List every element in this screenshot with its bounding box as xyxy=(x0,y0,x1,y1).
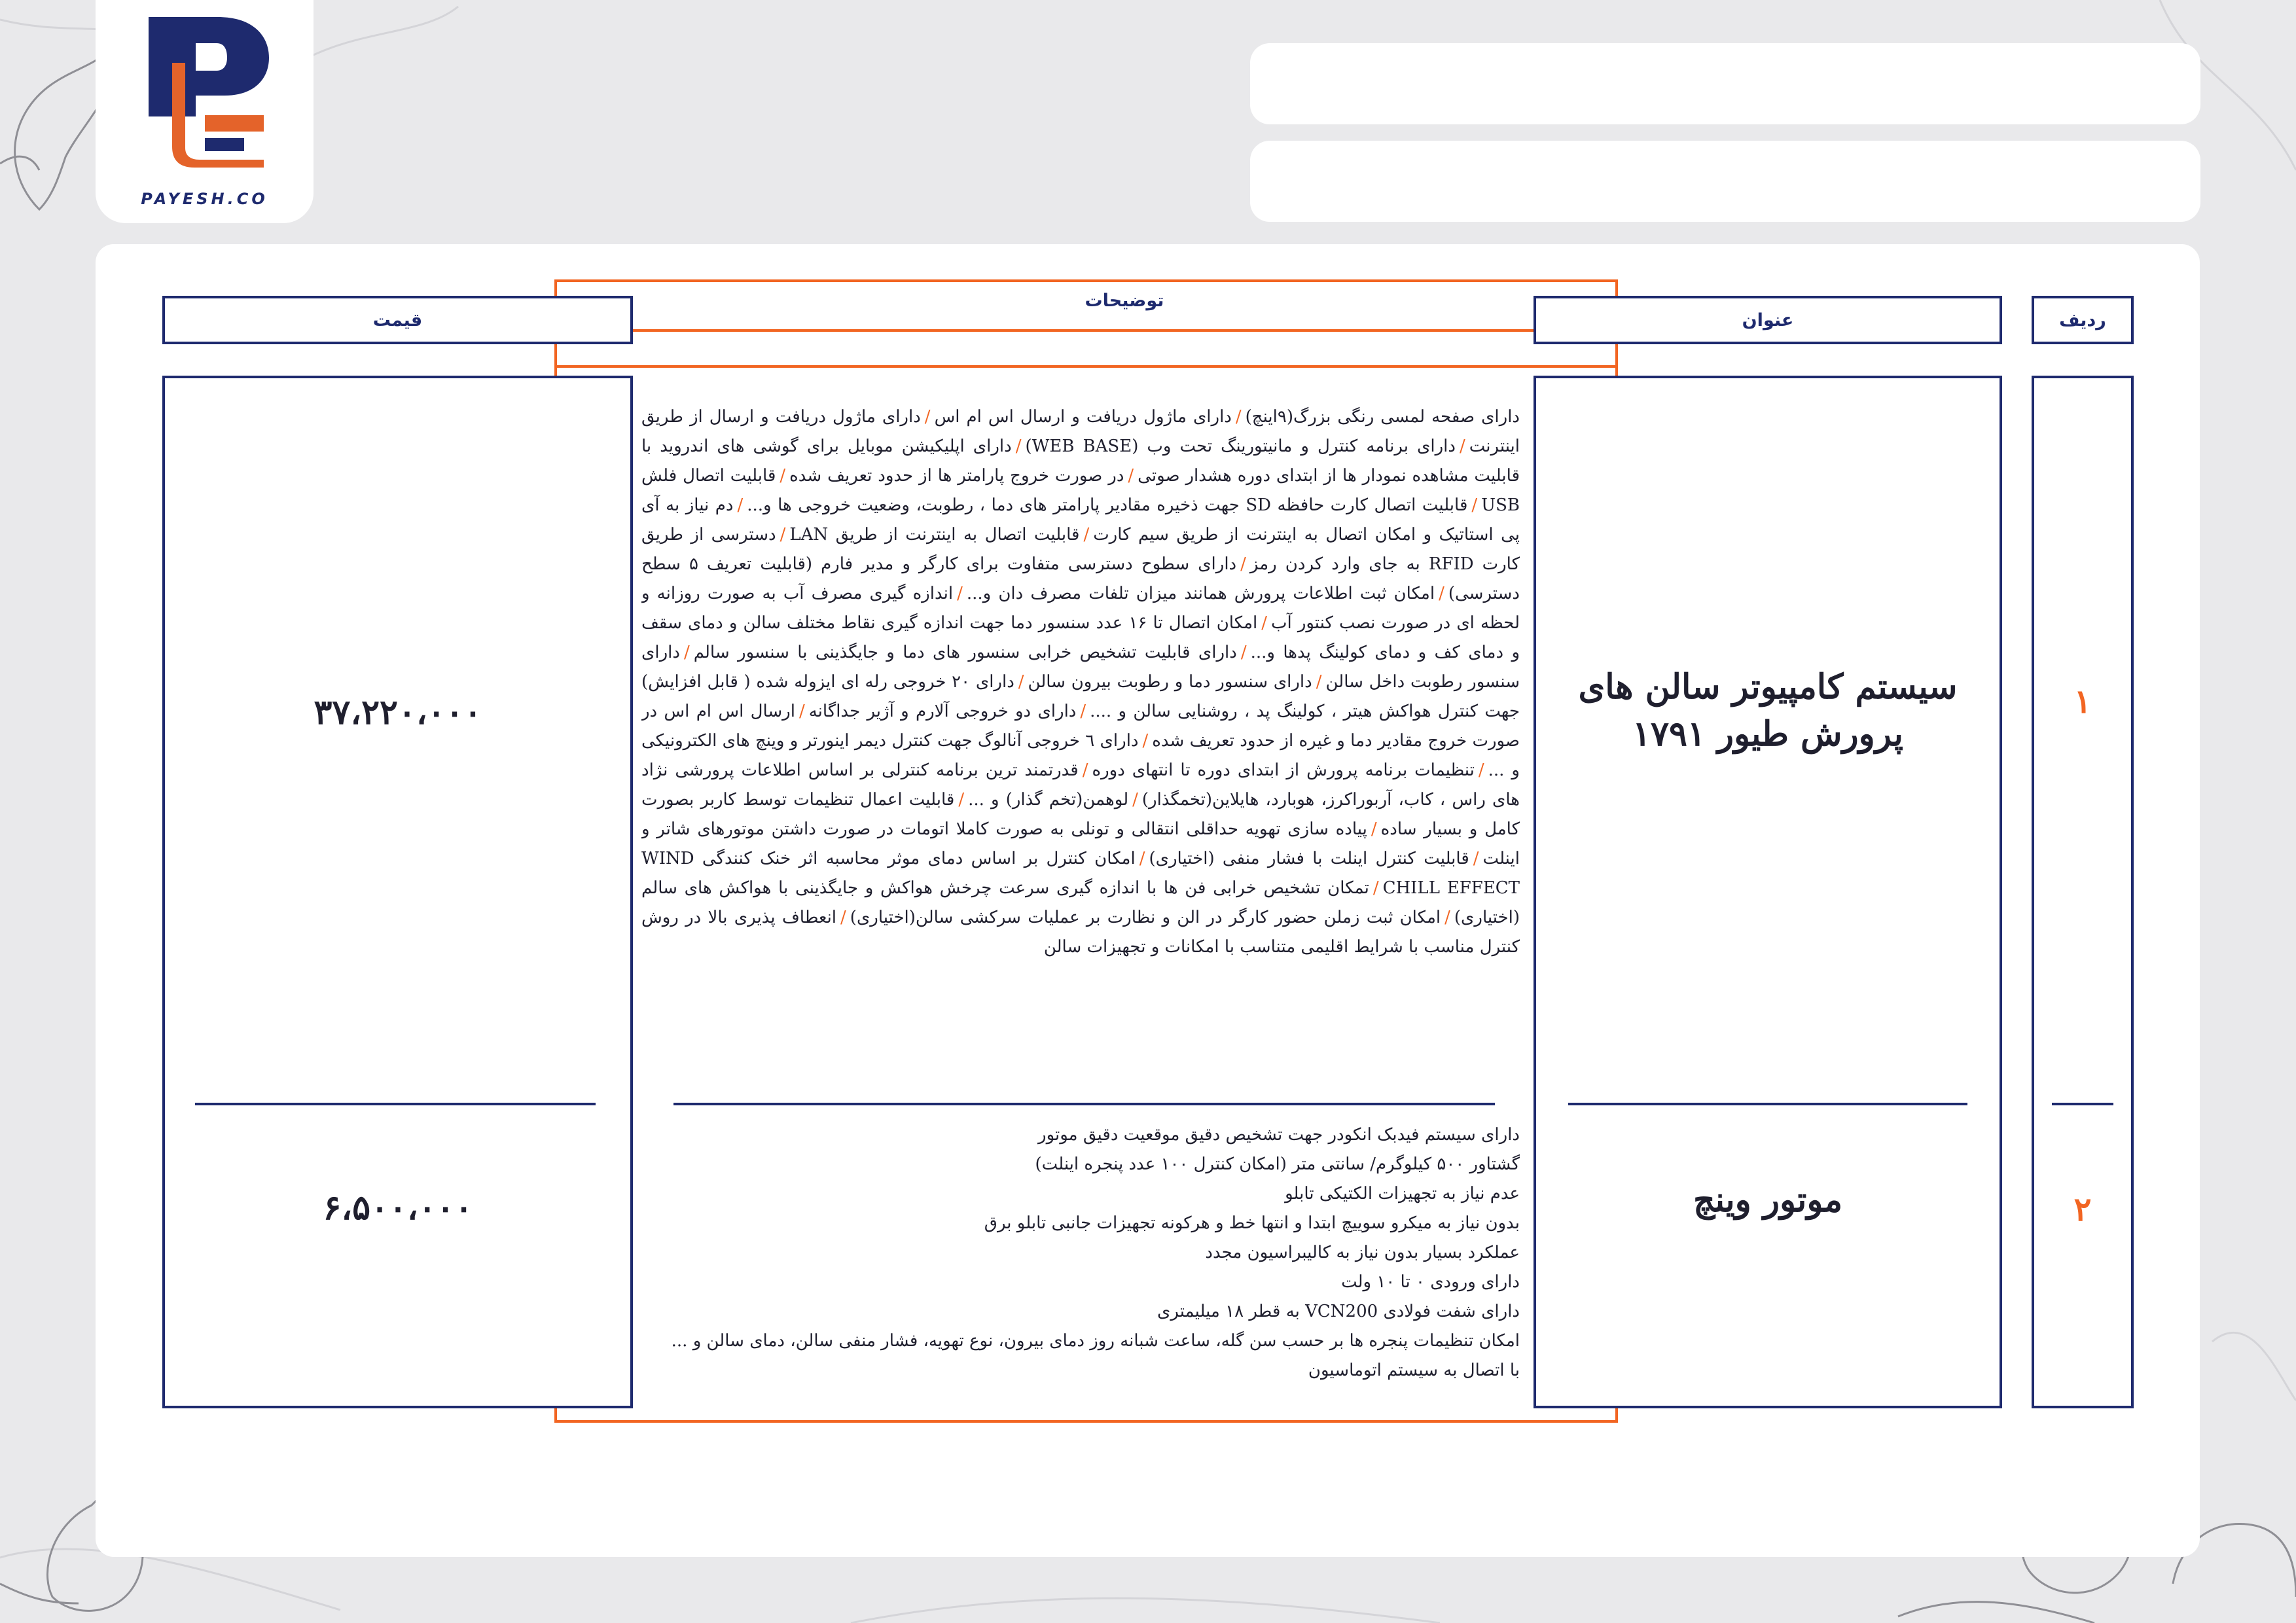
feature-item: دارای صفحه لمسی رنگی بزرگ(۹اینچ) xyxy=(1245,407,1520,427)
feature-item: انعطاف پذیری بالا در روش کنترل مناسب با شرایط اقلیمی متناسب با امکانات و تجهیزات سالن xyxy=(641,908,1520,957)
title-column xyxy=(1534,376,2002,1408)
logo-text: PAYESH.CO xyxy=(141,190,268,208)
header-field-2 xyxy=(1250,141,2200,222)
row-separator xyxy=(1568,1103,1967,1105)
feature-separator: / xyxy=(958,790,965,810)
feature-separator: / xyxy=(1235,407,1242,427)
product-title: موتور وینچ xyxy=(1693,1180,1843,1220)
feature-item: قابلیت اتصال کارت حافظه SD جهت ذخیره مقادیر پارامتر های دما ، رطوبت، وضعیت خروجی ها و... xyxy=(747,495,1468,515)
product-description xyxy=(641,402,1520,1057)
feature-item: امکان ثبت اطلاعات پرورش همانند میزان تلفات مصرف دان و... xyxy=(966,584,1435,603)
feature-item: عدم نیاز به تجهیزات الکتیکی تابلو xyxy=(1285,1184,1520,1204)
feature-separator: / xyxy=(1142,731,1149,751)
feature-item: دارای ورودی ۰ تا ۱۰ ولت xyxy=(1341,1272,1520,1292)
header-row-number: ردیف xyxy=(2032,296,2134,344)
feature-separator: / xyxy=(780,466,786,486)
feature-separator: / xyxy=(957,584,963,603)
feature-item: در صورت خروج پارامتر ها از حدود تعریف شده xyxy=(789,466,1124,486)
feature-separator: / xyxy=(1240,643,1247,662)
feature-separator: / xyxy=(1371,819,1377,839)
feature-separator: / xyxy=(1139,849,1145,868)
row-separator xyxy=(195,1103,596,1105)
feature-separator: / xyxy=(1240,554,1246,574)
feature-item: دارای سطوح دسترسی متفاوت برای کارگر و مدیر فارم (قابلیت تعریف ۵ سطح دسترسی) xyxy=(641,554,1520,603)
feature-separator: / xyxy=(1082,760,1088,780)
feature-separator: / xyxy=(1471,495,1478,515)
feature-item: دارای ماژول دریافت و ارسال اس ام اس xyxy=(934,407,1232,427)
feature-separator: / xyxy=(1132,790,1138,810)
feature-item: قابلیت اعمال تنظیمات توسط کاربر بصورت کامل و بسیار ساده xyxy=(641,790,1520,839)
feature-separator: / xyxy=(840,908,846,927)
feature-item: دارای ٦ خروجی آنالوگ جهت کنترل دیمر اینورتر و وینچ های الکترونیکی و ... xyxy=(641,731,1520,780)
feature-item: دارای قابلیت تشخیص خرابی سنسور های دما و جایگذینی با سنسور سالم xyxy=(693,643,1237,662)
header-price: قیمت xyxy=(162,296,633,344)
feature-item: قدرتمند ترین برنامه کنترلی بر اساس اطلاعات پرورشی نژاد های راس ، کاب، آربوراکرز، هوبارد، هایلاین(تخمگذار) xyxy=(641,760,1520,810)
feature-item: تمکان تشخیص خرابی فن ها با اندازه گیری سرعت چرخش هواکش و جایگذینی با هواکش های سالم (اختیاری) xyxy=(641,878,1520,927)
feature-separator: / xyxy=(1083,525,1090,544)
feature-separator: / xyxy=(1439,584,1444,603)
feature-separator: / xyxy=(1473,849,1479,868)
header-title: عنوان xyxy=(1534,296,2002,344)
feature-separator: / xyxy=(1444,908,1450,927)
logo-card xyxy=(96,0,314,223)
feature-item: دارای دو خروجی آلارم و آژیر جداگانه xyxy=(808,702,1077,721)
feature-separator: / xyxy=(737,495,744,515)
feature-item: امکان کنترل بر اساس دمای موثر محاسبه اثر خنک کنندگی WIND CHILL EFFECT xyxy=(641,849,1520,898)
header-field-1 xyxy=(1250,43,2200,124)
feature-separator: / xyxy=(683,643,690,662)
feature-item: گشتاور ۵۰۰ کیلوگرم/ سانتی متر (امکان کنترل ۱۰۰ عدد پنجره اینلت) xyxy=(1035,1154,1520,1174)
feature-item: قابلیت کنترل اینلت با فشار منفی (اختیاری) xyxy=(1149,849,1469,868)
row-separator xyxy=(673,1103,1495,1105)
row-number: ۲ xyxy=(2073,1190,2092,1228)
feature-item: ارسال اس ام اس در صورت خروج مقادیر دما و غیره از حدود تعریف شده xyxy=(641,702,1520,751)
feature-separator: / xyxy=(1261,613,1267,633)
product-title: سیستم کامپیوتر سالن های پرورش طیور ۱۷۹۱ xyxy=(1578,667,1958,754)
header-description: توضیحات xyxy=(1085,291,1164,311)
feature-separator: / xyxy=(1478,760,1484,780)
product-price: ۶،۵۰۰،۰۰۰ xyxy=(323,1188,473,1228)
row-number-column xyxy=(2032,376,2134,1408)
feature-separator: / xyxy=(1018,672,1024,692)
price-column xyxy=(162,376,633,1408)
feature-item: پیاده سازی تهویه حداقلی انتقالی و تونلی به صورت کاملا اتومات در صورت داشتن موتورهای شاتر و اینلت xyxy=(641,819,1520,868)
feature-separator: / xyxy=(1080,702,1086,721)
feature-item: عملکرد بسیار بدون نیاز به کالیبراسیون مجدد xyxy=(1205,1243,1520,1262)
feature-item: اندازه گیری مصرف آب به صورت روزانه و لحظه ای در صورت نصب کنتور آب xyxy=(641,584,1520,633)
row-separator xyxy=(2052,1103,2113,1105)
feature-item: امکان تنظیمات پنجره ها بر حسب سن گله، ساعت شبانه روز دمای بیرون، نوع تهویه، فشار منفی سالن، دمای سالن و ... xyxy=(671,1331,1520,1351)
feature-item: دارای سنسور رطوبت داخل سالن xyxy=(641,643,1520,692)
feature-item: دارای ۲۰ خروجی رله ای ایزوله شده ( قابل افزایش) جهت کنترل هواکش هیتر ، کولینگ پد ، روشنایی سالن و .... xyxy=(641,672,1520,721)
feature-item: با اتصال به سیستم اتوماسیون xyxy=(1308,1361,1520,1380)
feature-item: دسترسی از طریق کارت RFID به جای وارد کردن رمز xyxy=(641,525,1520,574)
description-body-topline xyxy=(554,365,1618,368)
feature-separator: / xyxy=(798,702,805,721)
feature-item: دارای ماژول دریافت و ارسال از طریق اینترنت xyxy=(641,407,1520,456)
feature-item: تنظیمات برنامه پرورش از ابتدای دوره تا انتهای دوره xyxy=(1092,760,1475,780)
feature-item: دارای اپلیکیشن موبایل برای گوشی های اندروید با قابلیت مشاهده نمودار ها از ابتدای دوره هشدار صوتی xyxy=(641,437,1520,486)
feature-separator: / xyxy=(1128,466,1134,486)
feature-item: امکان ثبت زملن حضور کارگر در الن و نظارت بر عملیات سرکشی سالن(اختیاری) xyxy=(850,908,1441,927)
row-number: ۱ xyxy=(2073,682,2092,721)
feature-item: دارای سیستم فیدبک انکودر جهت تشخیص دقیق موقعیت دقیق موتور xyxy=(1038,1125,1520,1145)
feature-separator: / xyxy=(780,525,786,544)
feature-separator: / xyxy=(1015,437,1022,456)
feature-separator: / xyxy=(924,407,931,427)
feature-item: بدون نیاز به میکرو سوییچ ابتدا و انتها خط و هرکونه تجهیزات جانبی تابلو برق xyxy=(984,1213,1520,1233)
product-price: ۳۷،۲۲۰،۰۰۰ xyxy=(314,692,482,732)
feature-item: دم نیاز به آی پی استاتیک و امکان اتصال به اینترنت از طریق سیم کارت xyxy=(641,495,1520,544)
feature-item: امکان اتصال تا ۱۶ عدد سنسور دما جهت اندازه گیری نقاط مختلف سالن و دمای سقف و دمای کف و دمای کولینگ پدها و... xyxy=(641,613,1520,662)
feature-item: دارای برنامه کنترل و مانیتورینگ تحت وب (WEB BASE) xyxy=(1025,437,1456,456)
feature-separator: / xyxy=(1459,437,1465,456)
description-header-underline xyxy=(554,329,1618,332)
payesh-logo-icon xyxy=(139,17,270,168)
feature-item: دارای سنسور دما و رطوبت بیرون سالن xyxy=(1028,672,1312,692)
feature-separator: / xyxy=(1372,878,1379,898)
feature-item: قابلیت اتصال فلش USB xyxy=(641,466,1520,515)
product-description xyxy=(641,1120,1520,1385)
feature-item: لوهمن(تخم گذار) و ... xyxy=(968,790,1129,810)
feature-item: دارای شفت فولادی VCN200 به قطر ۱۸ میلیمتری xyxy=(1157,1302,1520,1321)
feature-separator: / xyxy=(1316,672,1322,692)
feature-item: قابلیت اتصال به اینترنت از طریق LAN xyxy=(789,525,1080,544)
